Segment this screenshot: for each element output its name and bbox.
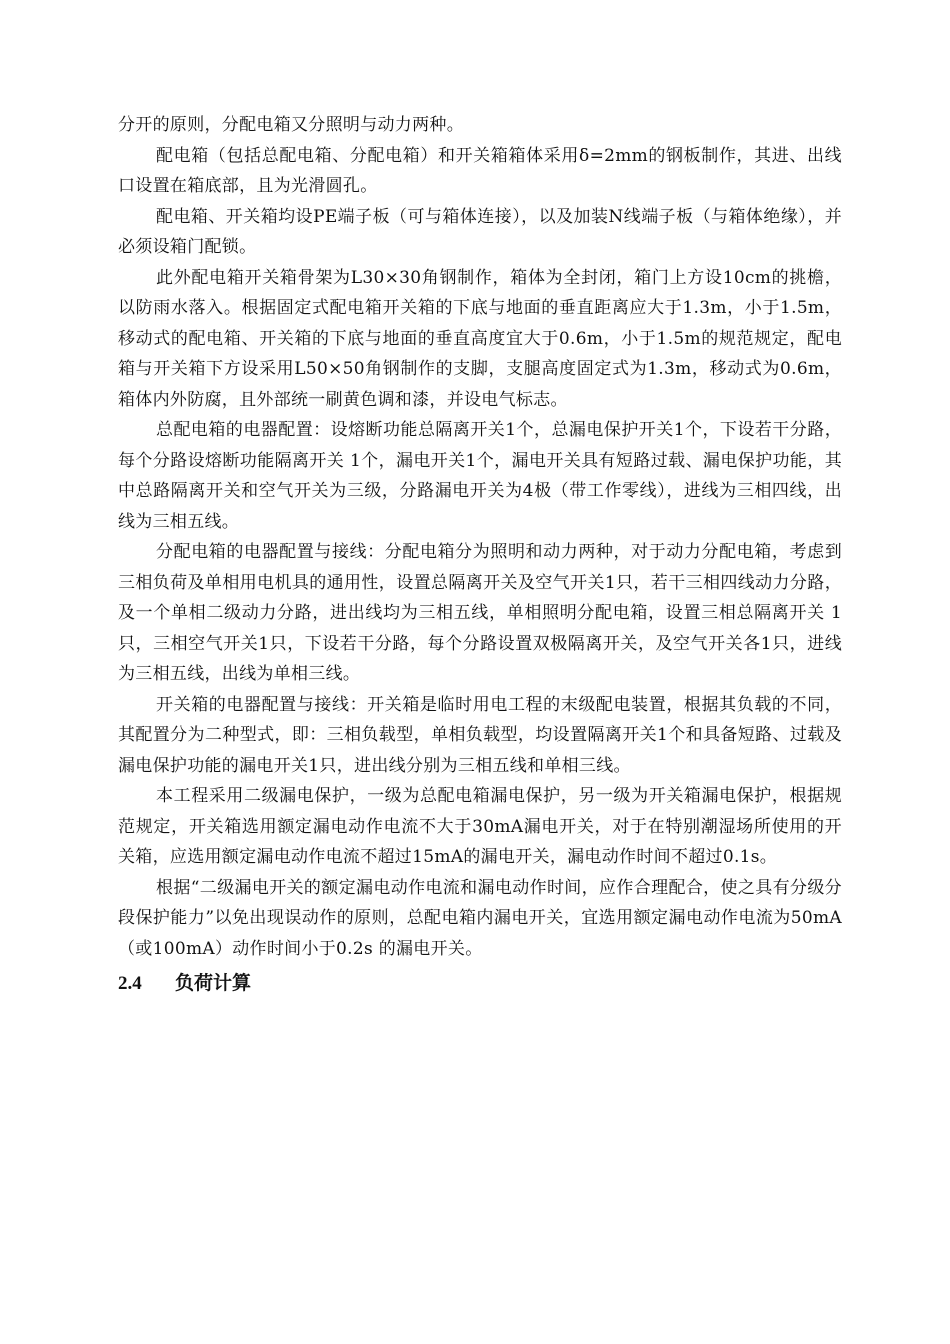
section-title: 负荷计算 bbox=[175, 972, 252, 994]
paragraph-8: 本工程采用二级漏电保护，一级为总配电箱漏电保护，另一级为开关箱漏电保护，根据规范规定，开关箱选用额定漏电动作电流不大于30mA漏电开关，对于在特别潮湿场所使用的开关箱，应选用额定漏电动作电流不超过15mA的漏电开关，漏电动作时间不超过0.1s。 bbox=[118, 786, 842, 867]
paragraph-1: 分开的原则，分配电箱又分照明与动力两种。 bbox=[118, 115, 464, 135]
paragraph-6: 分配电箱的电器配置与接线：分配电箱分为照明和动力两种，对于动力分配电箱，考虑到三相负荷及单相用电机具的通用性，设置总隔离开关及空气开关1只，若干三相四线动力分路，及一个单相二级动力分路，进出线均为三相五线，单相照明分配电箱，设置三相总隔离开关 1只，三相空气开关1只，下设若干分路，每个分路设置双极隔离开关，及空气开关各1只，进线为三相五线，出线为单相三线。 bbox=[118, 542, 842, 684]
paragraph-4: 此外配电箱开关箱骨架为L30×30角钢制作，箱体为全封闭，箱门上方设10cm的挑檐，以防雨水落入。根据固定式配电箱开关箱的下底与地面的垂直距离应大于1.3m，小于1.5m，移动式的配电箱、开关箱的下底与地面的垂直高度宜大于0.6m，小于1.5m的规范规定，配电箱与开关箱下方设采用L50×50角钢制作的支脚，支腿高度固定式为1.3m，移动式为0.6m，箱体内外防腐，且外部统一刷黄色调和漆，并设电气标志。 bbox=[118, 267, 842, 410]
paragraph-2: 配电箱（包括总配电箱、分配电箱）和开关箱箱体采用δ=2mm的钢板制作，其进、出线口设置在箱底部，且为光滑圆孔。 bbox=[118, 145, 842, 196]
section-number: 2.4 bbox=[118, 973, 142, 994]
paragraph-3: 配电箱、开关箱均设PE端子板（可与箱体连接），以及加装N线端子板（与箱体绝缘），并必须设箱门配锁。 bbox=[118, 206, 842, 257]
paragraph-9: 根据“二级漏电开关的额定漏电动作电流和漏电动作时间，应作合理配合，使之具有分级分段保护能力”以免出现误动作的原则，总配电箱内漏电开关，宜选用额定漏电动作电流为50mA（或100mA）动作时间小于0.2s 的漏电开关。 bbox=[118, 877, 842, 959]
paragraph-7: 开关箱的电器配置与接线：开关箱是临时用电工程的末级配电装置，根据其负载的不同，其配置分为二种型式，即：三相负载型，单相负载型，均设置隔离开关1个和具备短路、过载及漏电保护功能的漏电开关1只，进出线分别为三相五线和单相三线。 bbox=[118, 694, 842, 776]
paragraph-5: 总配电箱的电器配置：设熔断功能总隔离开关1个，总漏电保护开关1个，下设若干分路，每个分路设熔断功能隔离开关 1个，漏电开关1个，漏电开关具有短路过载、漏电保护功能，其中总路隔离开关和空气开关为三级，分路漏电开关为4极（带工作零线），进线为三相四线，出线为三相五线。 bbox=[118, 420, 842, 532]
document-page bbox=[118, 110, 842, 1001]
section-heading bbox=[118, 966, 842, 1001]
